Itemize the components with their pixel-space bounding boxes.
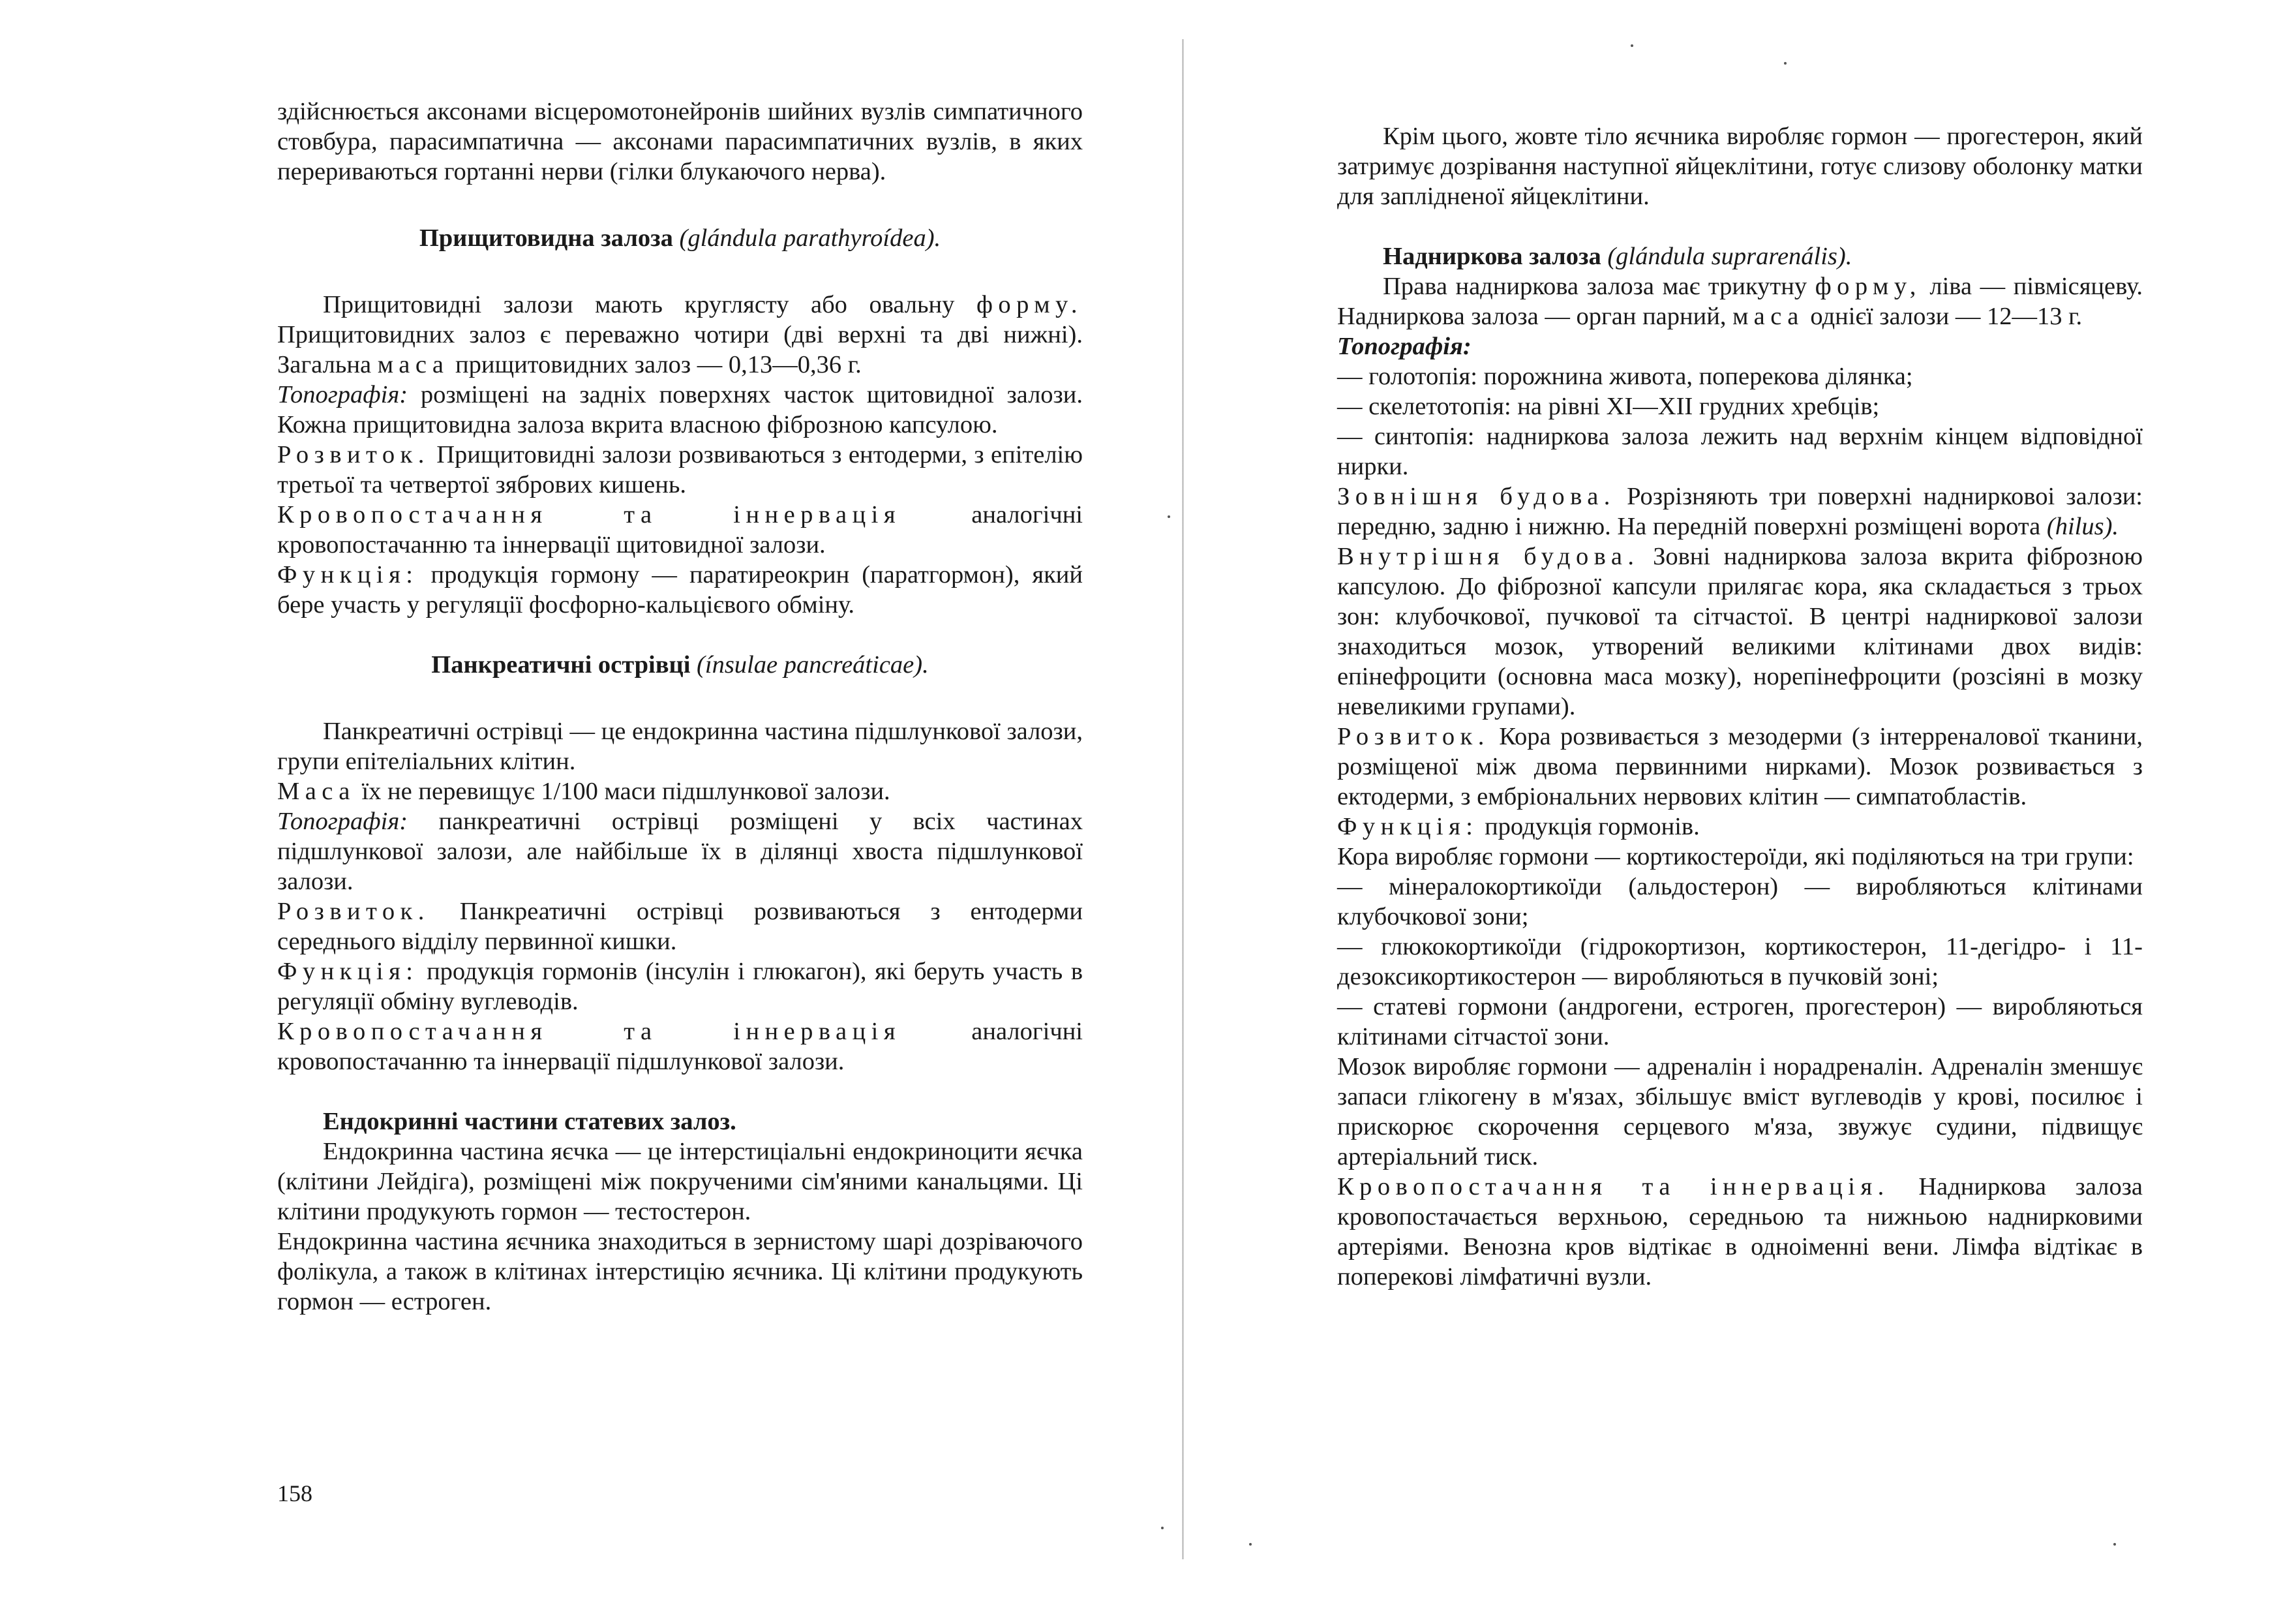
adrenal-heading: [1337, 241, 2143, 271]
cortex-item-glucocorticoids: — глюкокортикоїди (гідрокортизон, кортикостерон, 11-дегідро- і 11-дезоксикортикостерон — виробляються в пучковій зоні;: [1337, 933, 2143, 990]
adrenal-heading-text: Надниркова залоза: [1383, 243, 1601, 270]
parathyroid-description: [277, 290, 1083, 380]
sex-glands-heading: Ендокринні частини статевих залоз.: [323, 1108, 736, 1135]
text-span: прищитовидних залоз — 0,13—0,36 г.: [455, 351, 862, 378]
scan-speck: [1249, 1543, 1252, 1546]
cortex-item-mineralocorticoids: — мінералокортикоїди (альдостерон) — виробляються клітинами клубочкової зони;: [1337, 873, 2143, 930]
pancreatic-heading-text: Панкреатичні острівці: [431, 651, 691, 679]
development-label: Розвиток.: [1337, 723, 1490, 750]
spaced-term: маса: [377, 351, 449, 378]
internal-structure-label: Внутрішня будова.: [1337, 543, 1640, 570]
adrenal-heading-latin: (glándula suprarenális).: [1607, 243, 1852, 270]
cortex-item-sex-hormones: — статеві гормони (андрогени, естроген, прогестерон) — виробляються клітинами сітчастої зони.: [1337, 993, 2143, 1050]
text-span: продукція гормонів.: [1485, 813, 1700, 840]
pancreatic-mass: [277, 776, 1083, 806]
text-span: панкреатичні острівці розміщені у всіх частинах підшлункової залози, але найбільше їх в ділянці хвоста підшлункової залози.: [277, 808, 1083, 895]
intro-paragraph: здійснюється аксонами вісцеромотонейронів шийних вузлів симпатичного стовбура, парасимпатична — аксонами парасимпатичних вузлів, в яких перериваються гортанні нерви (гілки блукаючого нерва).: [277, 98, 1083, 185]
scan-speck: [1161, 1527, 1164, 1529]
text-span: аналогічні кровопостачанню та іннервації щитовидної залози.: [277, 501, 1083, 558]
spaced-term: форму,: [1815, 273, 1922, 300]
progesterone-paragraph: Крім цього, жовте тіло яєчника виробляє гормон — прогестерон, який затримує дозрівання наступної яйцеклітини, готує слизову оболонку матки для заплідненої яйцеклітини.: [1337, 123, 2143, 210]
adrenal-internal-structure: [1337, 542, 2143, 722]
mass-label: Маса: [277, 778, 355, 805]
text-span: Зовні надниркова залоза вкрита фіброзною капсулою. До фіброзної капсули прилягає кора, яка складається з трьох зон: клубочкової, пучкової та сітчастої. В центрі надниркової залози знаходиться мозок, утворений великими клітинами двох видів: епінефроцити (основна маса мозку), норепінефроцити (розсіяні в мозку невеликими групами).: [1337, 543, 2143, 720]
cortex-intro: Кора виробляє гормони — кортикостероїди, які поділяються на три групи:: [1337, 843, 2134, 870]
text-span: Права надниркова залоза має трикутну: [1383, 273, 1807, 300]
page-number-left: 158: [277, 1480, 312, 1506]
pancreatic-description: Панкреатичні острівці — це ендокринна частина підшлункової залози, групи епітеліальних клітин.: [277, 718, 1083, 775]
pancreatic-heading: [277, 650, 1083, 680]
adrenal-topography-label: Топографія:: [1337, 333, 1472, 360]
parathyroid-heading-text: Прищитовидна залоза: [419, 224, 673, 252]
text-span: однієї залози — 12—13 г.: [1810, 303, 2083, 330]
topography-item-holotopy: — голотопія: порожнина живота, поперекова ділянка;: [1337, 363, 1913, 390]
right-text-column: [1337, 121, 2143, 1292]
blood-supply-label: Кровопостачання та іннервація: [277, 501, 901, 528]
medulla-paragraph: Мозок виробляє гормони — адреналін і норадреналін. Адреналін зменшує запаси глікогену в м'язах, збільшує вміст вуглеводів у крові, посилює і прискорює скорочення серцевого м'яза, звужує судини, підвищує артеріальний тиск.: [1337, 1053, 2143, 1170]
adrenal-function: [1337, 812, 2143, 842]
scan-speck: [2113, 1543, 2116, 1546]
pancreatic-topography: [277, 806, 1083, 896]
text-span: Розрізняють три поверхні наднирковоі залози: передню, задню і нижню. На передній поверхні розміщені ворота: [1337, 483, 2143, 540]
pancreatic-development: [277, 896, 1083, 956]
external-structure-label: Зовнішня будова.: [1337, 483, 1616, 510]
function-label: Функція:: [1337, 813, 1479, 840]
hilus-latin: (hilus).: [2046, 513, 2119, 540]
text-span: Прищитовидних залоз є переважно чотири (дві верхні та дві нижні). Загальна: [277, 321, 1083, 378]
spaced-term: форму.: [976, 291, 1083, 318]
blood-supply-label: Кровопостачання та іннервація.: [1337, 1173, 1890, 1200]
development-label: Розвиток.: [277, 898, 430, 925]
topography-item-syntopy: — синтопія: надниркова залоза лежить над верхнім кінцем відповідної нирки.: [1337, 423, 2143, 480]
pancreatic-blood-supply: [277, 1016, 1083, 1076]
left-text-column: [277, 97, 1083, 1317]
adrenal-description: [1337, 271, 2143, 331]
text-span: Прищитовидні залози мають круглясту або овальну: [323, 291, 955, 318]
parathyroid-development: [277, 440, 1083, 500]
text-span: ліва — півмісяцеву. Надниркова залоза — орган парний,: [1337, 273, 2143, 330]
parathyroid-heading-latin: (glándula parathyroídea).: [679, 224, 941, 252]
development-label: Розвиток.: [277, 441, 430, 468]
pancreatic-heading-latin: (ínsulae pancreáticae).: [697, 651, 929, 679]
topography-label: Топографія:: [277, 381, 408, 408]
testis-paragraph: Ендокринна частина яєчка — це інтерстиціальні ендокриноцити яєчка (клітини Лейдіга), розміщені між покрученими сім'яними канальцями. Ці клітини продукують гормон — тестостерон.: [277, 1138, 1083, 1225]
pancreatic-function: [277, 956, 1083, 1016]
scan-speck: [1784, 62, 1787, 65]
parathyroid-blood-supply: [277, 500, 1083, 560]
parathyroid-function: [277, 560, 1083, 620]
scan-speck: [1168, 515, 1170, 518]
spaced-term: маса: [1732, 303, 1804, 330]
adrenal-external-structure: [1337, 481, 2143, 542]
scan-speck: [1631, 44, 1633, 47]
topography-label: Топографія:: [277, 808, 408, 835]
text-span: аналогічні кровопостачанню та іннервації підшлункової залози.: [277, 1018, 1083, 1075]
text-span: розміщені на задніх поверхнях часток щитовидної залози. Кожна прищитовидна залоза вкрита власною фіброзною капсулою.: [277, 381, 1083, 438]
parathyroid-topography: [277, 380, 1083, 440]
text-span: їх не перевищує 1/100 маси підшлункової залози.: [361, 778, 890, 805]
ovary-paragraph: Ендокринна частина яєчника знаходиться в зернистому шарі дозріваючого фолікула, а також в клітинах інтерстицію яєчника. Ці клітини продукують гормон — естроген.: [277, 1228, 1083, 1315]
text-span: продукція гормонів (інсулін і глюкагон), які беруть участь в регуляції обміну вуглеводів.: [277, 958, 1083, 1015]
function-label: Функція:: [277, 561, 419, 588]
parathyroid-heading: [277, 223, 1083, 253]
adrenal-development: [1337, 722, 2143, 812]
blood-supply-label: Кровопостачання та іннервація: [277, 1018, 901, 1045]
function-label: Функція:: [277, 958, 419, 985]
right-page: [1174, 0, 2296, 1618]
text-span: продукція гормону — паратиреокрин (паратгормон), який бере участь у регуляції фосфорно-кальцієвого обміну.: [277, 561, 1083, 618]
adrenal-blood-supply: [1337, 1172, 2143, 1292]
text-span: Панкреатичні острівці розвиваються з ентодерми середнього відділу первинної кишки.: [277, 898, 1083, 955]
text-span: Прищитовидні залози розвиваються з ентодерми, з епітелію третьої та четвертої зябрових кишень.: [277, 441, 1083, 498]
text-span: Надниркова залоза кровопостачається верхньою, середньою та нижньою наднирковими артеріями. Венозна кров відтікає в одноіменні вени. Лімфа відтікає в поперекові лімфатичні вузли.: [1337, 1173, 2143, 1290]
text-span: Кора розвивається з мезодерми (з інтерреналової тканини, розміщеної між двома первинними нирками). Мозок розвивається з ектодерми, з ембріональних нервових клітин — симпатобластів.: [1337, 723, 2143, 810]
topography-item-skeletotopy: — скелетотопія: на рівні XI—XII грудних хребців;: [1337, 393, 1880, 420]
